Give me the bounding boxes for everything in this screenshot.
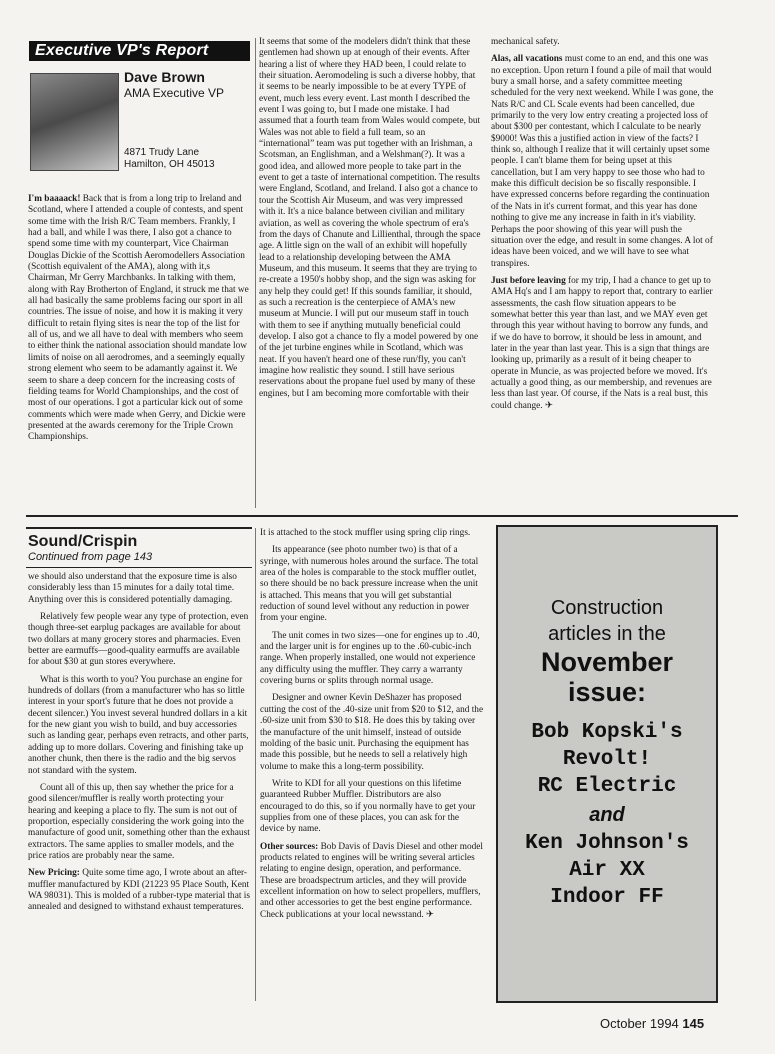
paragraph-text: Designer and owner Kevin DeShazer has proposed cutting the cost of the .40-size unit from $20 to $12, and the .60-size unit from $30 to $18. He does this by taking over the manufacture of the unit himself, instead of outside molding of the basic unit. Purchasing the equipment has made this possible, but he needs to sell a relatively high volume to make this a long-term possibility. [260,693,484,772]
ad-line: RC Electric [537,775,677,798]
ad-line: issue: [567,677,647,707]
paragraph-text: Relatively few people wear any type of protection, even though three-set earplug packages are available for about two dollars at many grocery stores and pharmacies. Even better are earmuffs—good-quality earmuffs are available for about $30 at gun stores everywhere. [28,612,249,668]
paragraph-text: Its appearance (see photo number two) is that of a syringe, with numerous holes around the surface. The total area of the holes is comparable to the stock muffler outlet, so there should be no back pressure increase when the unit is attached. This means that you will get substantial reduction of sound level without any reduction in power from your engine. [260,545,479,624]
paragraph-text: for my trip, I had a chance to get up to AMA Hq's and I am happy to report that, contrary to earlier assessments, the cash flow situation appears to be somewhat better this year than last, and we MAY even get through this year without having to borrow any funds, and if we do have to borrow, it should be less in amount, and later in the year than last year. This is a sign that things are looking up, primarily as a result of it being cheaper to operate in Muncie, as was projected before we moved. It's actually a good thing, as our membership, and revenues are less than last year. Of course, if the Nats is a real bust, this could change. ✈ [491,275,713,411]
ad-line: Bob Kopski's [531,721,683,744]
ad-line: Indoor FF [550,886,664,909]
column-title: Sound/Crispin [28,533,138,550]
ad-line: and [589,804,625,826]
page-number: 145 [682,1016,705,1031]
section-header: Executive VP's Report [29,41,250,61]
page-footer [600,1016,704,1031]
paragraph-text: we should also understand that the exposure time is also considerably less than 15 minutes for a daily total time. Anything over this is considered potentially damaging. [28,572,237,605]
paragraph [260,545,484,624]
paragraph [260,631,484,688]
paragraph [28,783,250,862]
author-photo [30,73,119,171]
section-rule [26,515,738,517]
report-column-2 [259,37,481,406]
paragraph-text: must come to an end, and this one was no exception. Upon return I found a pile of mail that would bury a small horse, and a safety committee meeting scheduled for the very next weekend. While I was gone, the Nats R/C and CL Scale events had been cancelled, due primarily to the very low entry creating a projected loss of about $300 per contestant, which I calculate to be nearly $9000! Was this a justified action in view of the facts? I think so, although I realize that it will certainly upset some people. I can't blame them for being upset at this cancellation, but I am very happy to see those who had to make this difficult decision be so fiscally responsible. I have expressed concerns before regarding the continuation of the Nats in it's current format, and this year has done nothing to give me any increase in faith in it's viability. Perhaps the poor showing of this year will push the situation over the edge, and result in some changes. A lot of ideas have been voiced, and we will have to see what transpires. [491,54,714,269]
report-column-3 [491,37,715,418]
paragraph [260,842,484,921]
paragraph-text: What is this worth to you? You purchase an engine for hundreds of dollars (from a manufacturer who has so little interest in your sport's future that he does not provide a decent silencer.) You invest several hundred dollars in a kit for the new giant you wish to build, and buy accessories such as landing gear, perhaps even retracts, and other parts, adding up to more dollars. Covering and finishing take up another chunk, then there is the radio and the big servos not standard with the system. [28,674,249,776]
paragraph-text: mechanical safety. [491,37,560,47]
paragraph [28,194,250,444]
issue-date: October 1994 [600,1016,679,1031]
paragraph [28,868,250,913]
paragraph-lead: New Pricing: [28,868,80,879]
address-line-2: Hamilton, OH 45013 [124,159,215,170]
column-divider [255,38,256,508]
author-role: AMA Executive VP [124,86,225,100]
title-rule [26,567,252,568]
sound-column-2 [260,528,484,927]
november-issue-ad [496,525,718,1003]
ad-line: Construction [550,597,664,619]
author-name: Dave Brown [124,69,205,85]
paragraph [28,675,250,777]
continued-note: Continued from page 143 [28,551,153,563]
ad-line: November [540,647,674,677]
paragraph [28,612,250,669]
paragraph [260,779,484,836]
title-rule [26,527,252,529]
paragraph-text: Write to KDI for all your questions on this lifetime guaranteed Rubber Muffler. Distributors are also encouraged to do this, so if you normally have to get your supplies from one of these places, you can ask for the device by name. [260,778,476,835]
paragraph-lead: Just before leaving [491,275,566,286]
address-line-1: 4871 Trudy Lane [124,147,200,158]
ad-line: articles in the [548,623,666,645]
paragraph [491,37,715,48]
sound-column-1 [28,572,250,920]
paragraph [28,572,250,606]
paragraph [260,693,484,772]
paragraph-text: It seems that some of the modelers didn't think that these gentlemen had shown up at enough of their events. After hearing a list of where they HAD been, I could relate to their situation. Aeromodeling is such a diverse hobby, that it seems to be nearly impossible to be at every TYPE of event, much less every event. Last month I described the event I was going to, but I made one mistake. I had assumed that a fourth team from Wales would compete, but Wales was not able to field a full team, so an “international” team was put together with an Irishman, a Scotsman, an Englishman, and a Welshman(?). It was a good idea, and allowed more people to take part in the event to get a taste of international competition. The results were England, Scotland, and Ireland. I also got a chance to tour the Scottish Air Museum, and was very impressed with it. It's a nice balance between civilian and military aviation, as well as covering the whole spectrum of era's from the days of Chanute and Lillienthal, through the space age. A little sign on the wall of an exhibit will hopefully lead to a relationship developing between the AMA Museum, and this museum. It seems that they are trying to re-create a 1950's hobby shop, and the sign was asking for any help they could get! If this sounds familiar, it should, as such a recreation is the centerpiece of AMA's new museum at Muncie. I will put our museum staff in touch with them to see if anything mutually beneficial could develop. I also got a chance to fly a model powered by one of the jet turbine engines while in Scotland, which was neat. If you haven't heard one of these run/fly, you can't imagine how realistic they sound. I still have serious reservations about the propane fuel used by many of these engines, but I am becoming more comfortable with their [259,37,481,399]
ad-line: Air XX [569,859,645,882]
paragraph-text: Count all of this up, then say whether the price for a good silencer/muffler is really worth protecting your hearing and keeping a place to fly. The sum is not out of proportion, especially considering the work going into the manufacture of good unit, something other than the exhaust extractors. The same applies to smaller models, and the price ratios are probably near the same. [28,782,250,861]
paragraph-lead: Other sources: [260,841,319,852]
ad-line: Revolt! [562,748,652,771]
paragraph [491,276,715,412]
paragraph-lead: I'm baaaack! [28,194,81,204]
paragraph-lead: Alas, all vacations [491,54,563,65]
report-column-1 [28,194,250,450]
paragraph-text: The unit comes in two sizes—one for engines up to .40, and the larger unit is for engines up to the .60-cubic-inch range. When properly installed, one would not experience any difficulty using the muffler. They carry a warranty covering burns or splits through normal usage. [260,630,480,687]
paragraph-text: Back that is from a long trip to Ireland and Scotland, where I attended a couple of contests, and spent some time with the Irish R/C Team members. Frankly, I had a ball, and while I was there, I also got a chance to spend some time with my counterpart, Vice Chairman Douglas Dickie of the Scottish Aeromodellers Association (Scottish equivalent of the AMA), along with it,s Chairman, Mr Gerry Marchbanks. In talking with them, along with Ray Brotherton of England, it struck me that we all had basically the same problems facing our sport in all countries. The issue of noise, and how it is making it very difficult to retain flying sites is near the top of the list for all of us, and we all have to deal with members who seem to either think the national association should mandate low limits of noise on all aerodromes, and a seemingly equally strong element who seem to be adamantly against it. We seem to share a deep concern for the increasing costs of fielding teams for World Championships, and the cost of most of our operations. I got a particular kick out of some comments which were made when Gerry, and Dickie were presented at the awards ceremony for the Triple Crown Championships. [28,194,249,443]
paragraph-text: Bob Davis of Davis Diesel and other model products related to engines will be writing several articles relating to engine design, operation, and performance. These are broadspectrum articles, and they will provide excellent information on how to select propellers, mufflers, and other accessories to get the best engine performance. Check publications at your local newsstand. ✈ [260,841,484,920]
paragraph-text: It is attached to the stock muffler using spring clip rings. [260,528,471,538]
paragraph [491,54,715,270]
ad-line: Ken Johnson's [525,832,689,855]
paragraph [260,528,484,539]
paragraph-text: Quite some time ago, I wrote about an after-muffler manufactured by KDI (21223 95 Place South, Kent WA 98031). This is molded of a rubber-type material that is annealed and designed to withstand exhaust temperatures. [28,868,250,913]
column-divider [255,528,256,1001]
paragraph [259,37,481,400]
